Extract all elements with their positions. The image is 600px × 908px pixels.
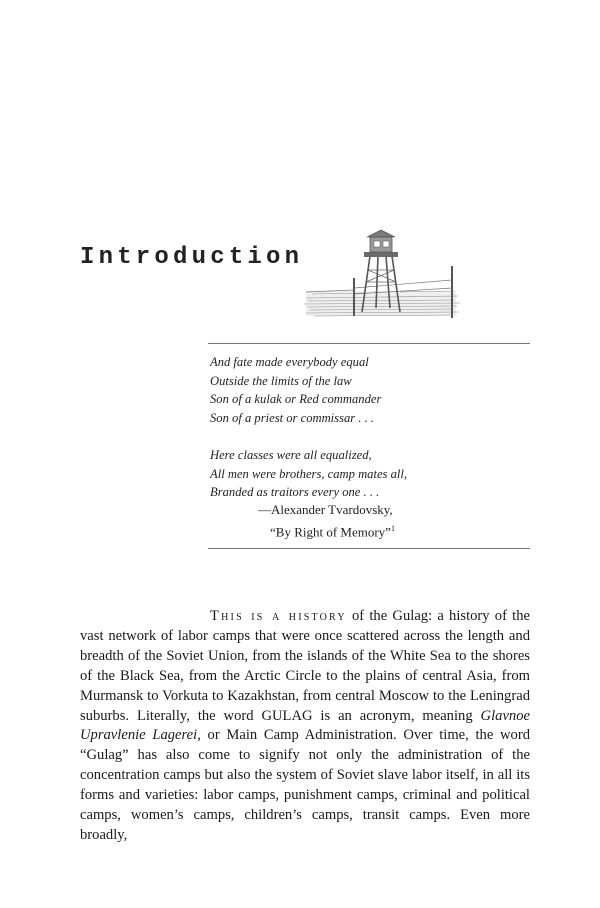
epigraph-top-rule (208, 343, 530, 344)
lead-in-smallcaps: This is a history (210, 608, 347, 624)
poem-line: Son of a kulak or Red commander (210, 392, 382, 407)
epigraph-attribution (210, 500, 528, 541)
epigraph-poem (210, 353, 528, 502)
epigraph-author: —Alexander Tvardovsky, (258, 502, 393, 517)
body-paragraph (80, 607, 530, 846)
footnote-marker[interactable]: 1 (390, 524, 395, 533)
poem-line: Outside the limits of the law (210, 373, 352, 388)
poem-line: And fate made everybody equal (210, 355, 369, 369)
epigraph-work-title (210, 519, 528, 541)
chapter-title: Introduction (80, 244, 304, 271)
epigraph-stanza-1 (210, 353, 528, 427)
poem-line: Son of a priest or commissar . . . (210, 410, 375, 425)
epigraph-bottom-rule (208, 548, 530, 549)
body-text-part-1: of the Gulag: a history of the vast network of labor camps that were once scattered across the length and breadth of the Soviet Union, from the islands of the White Sea to the shores of the Black Sea, from the Arctic Circle to the plains of central Asia, from Murmansk to Vorkuta to Kazakhstan, from central Moscow to the Leningrad suburbs. Literally, the word GULAG is an acronym, meaning (80, 608, 531, 724)
body-emphasis: Glavnoe Upravlenie Lagerei (80, 707, 530, 744)
poem-line: All men were brothers, camp mates all, (210, 466, 408, 481)
body-text-part-2: , or Main Camp Administration. Over time, the word “Gulag” has also come to signify not only the administration of the concentration camps but also the system of Soviet slave labor itself, in all its forms and varieties: labor camps, punishment camps, criminal and political camps, women’s camps, children’s camps, transit camps. Even more broadly, (80, 727, 530, 843)
epigraph-stanza-2 (210, 446, 528, 502)
poem-line: Here classes were all equalized, (210, 447, 372, 462)
poem-line: Branded as traitors every one . . . (210, 485, 380, 500)
guard-tower-illustration (304, 228, 460, 320)
work-title-text: “By Right of Memory” (270, 524, 391, 540)
